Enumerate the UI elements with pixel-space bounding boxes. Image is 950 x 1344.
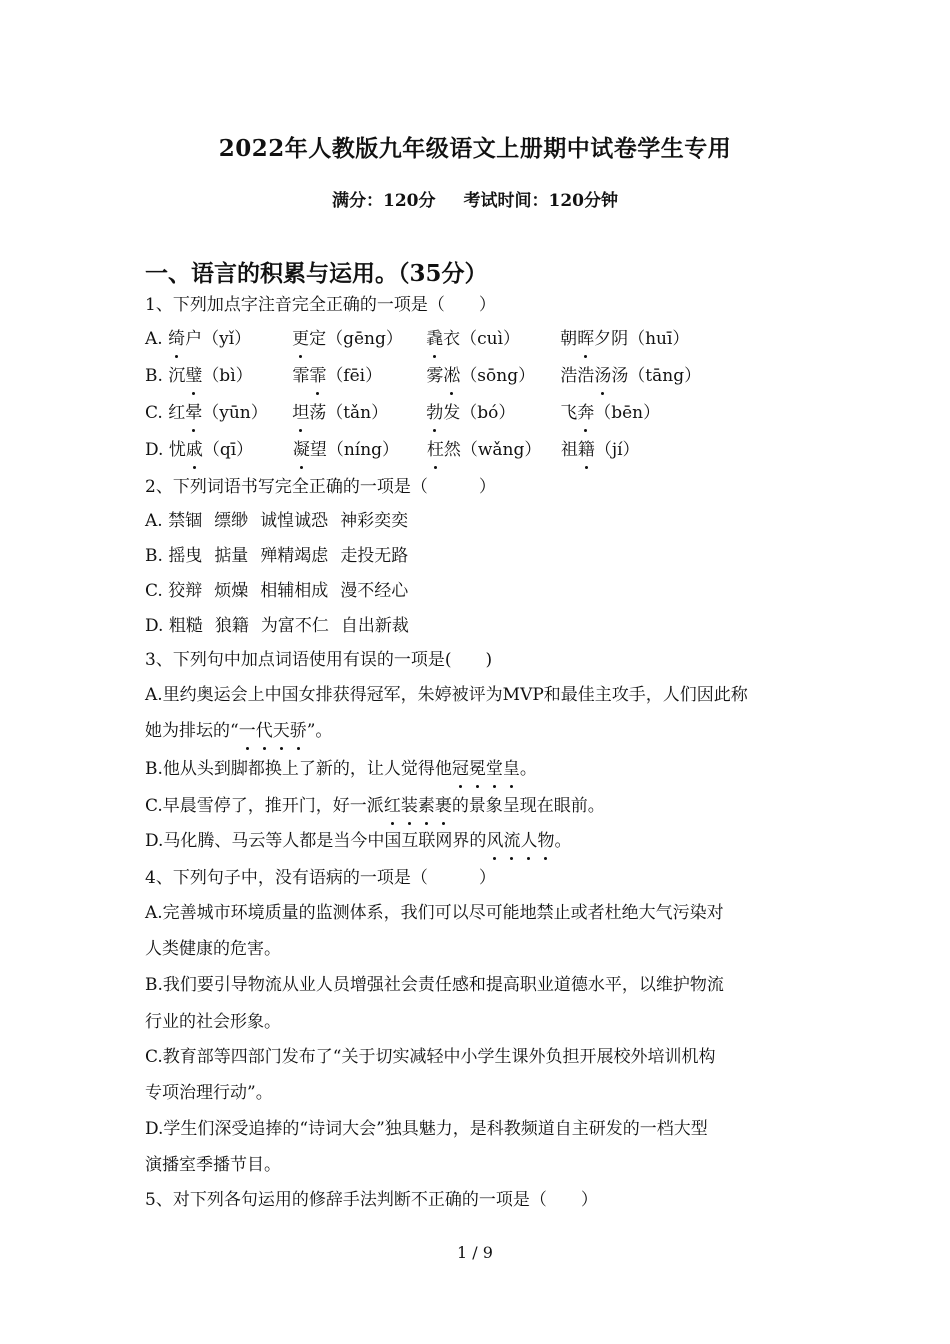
question-4-stem: 4、下列句子中，没有语病的一项是（ ） [145, 868, 496, 888]
q1-d-item-4: 祖籍（jí） [560, 440, 640, 460]
q1-d-item-3: 枉然（wǎng） [426, 440, 542, 460]
q2-option-d: D. 粗糙 狼籍 为富不仁 自出新裁 [145, 616, 409, 636]
q4-option-d-line2: 演播室季播节目。 [145, 1155, 281, 1175]
q4-option-a-line2: 人类健康的危害。 [145, 939, 281, 959]
q1-a-item-3: 毳衣（cuì） [426, 329, 521, 349]
q3-option-a-line1: A.里约奥运会上中国女排获得冠军，朱婷被评为MVP和最佳主攻手，人们因此称 [145, 685, 748, 705]
full-score: 满分：120分 [332, 191, 436, 211]
q3-option-b: B.他从头到脚都换上了新的，让人觉得他冠冕堂皇。 [145, 759, 537, 779]
q4-option-a-line1: A.完善城市环境质量的监测体系，我们可以尽可能地禁止或者杜绝大气污染对 [145, 903, 724, 923]
question-3-stem: 3、下列句中加点词语使用有误的一项是( ) [145, 650, 493, 670]
question-2-stem: 2、下列词语书写完全正确的一项是（ ） [145, 477, 496, 497]
q1-a-item-1: 绮户（yǐ） [168, 329, 252, 349]
q2-option-a: A. 禁锢 缥缈 诚惶诚恐 神彩奕奕 [145, 511, 409, 531]
q3-option-d: D.马化腾、马云等人都是当今中国互联网界的风流人物。 [145, 831, 572, 851]
q1-option-c: C. 红晕（yūn） 坦荡（tǎn） 勃发（bó） 飞奔（bēn） [145, 403, 661, 423]
q1-b-item-2: 霏霏（fēi） [292, 366, 383, 386]
exam-time: 考试时间：120分钟 [463, 191, 618, 211]
q3-c-dotted: 红装素裹 [383, 796, 452, 816]
q2-option-c: C. 狡辩 烦燥 相辅相成 漫不经心 [145, 581, 409, 601]
q1-b-item-1: 沉璧（bì） [168, 366, 253, 386]
q4-option-b-line2: 行业的社会形象。 [145, 1012, 281, 1032]
q4-option-c-line2: 专项治理行动”。 [145, 1083, 273, 1103]
question-5-stem: 5、对下列各句运用的修辞手法判断不正确的一项是（ ） [145, 1190, 598, 1210]
q4-option-b-line1: B.我们要引导物流从业人员增强社会责任感和提高职业道德水平，以维护物流 [145, 975, 724, 995]
q1-b-item-4: 浩浩汤汤（tāng） [560, 366, 702, 386]
q1-option-d: D. 忧戚（qī） 凝望（níng） 枉然（wǎng） 祖籍（jí） [145, 440, 640, 460]
q3-b-dotted: 冠冕堂皇 [451, 759, 520, 779]
q4-option-c-line1: C.教育部等四部门发布了“关于切实减轻中小学生课外负担开展校外培训机构 [145, 1047, 716, 1067]
q1-c-item-1: 红晕（yūn） [168, 403, 268, 423]
q1-option-b: B. 沉璧（bì） 霏霏（fēi） 雾凇（sōng） 浩浩汤汤（tāng） [145, 366, 702, 386]
q3-option-a-line2: 她为排坛的“一代天骄”。 [145, 721, 333, 741]
q1-b-item-3: 雾凇（sōng） [426, 366, 536, 386]
question-1-stem: 1、下列加点字注音完全正确的一项是（ ） [145, 295, 496, 315]
page-number: 1 / 9 [457, 1243, 493, 1262]
q1-c-item-3: 勃发（bó） [426, 403, 516, 423]
exam-info [0, 186, 950, 211]
page-title: 2022年人教版九年级语文上册期中试卷学生专用 [218, 135, 732, 162]
q1-c-item-4: 飞奔（bēn） [560, 403, 661, 423]
q2-option-b: B. 摇曳 掂量 殚精竭虑 走投无路 [145, 546, 409, 566]
q1-a-item-2: 更定（gēng） [292, 329, 403, 349]
section-heading: 一、语言的积累与运用。（35分） [145, 260, 488, 287]
q3-a-dotted: 一代天骄 [238, 721, 307, 741]
q1-d-item-2: 凝望（níng） [292, 440, 400, 460]
q4-option-d-line1: D.学生们深受追捧的“诗词大会”独具魅力，是科教频道自主研发的一档大型 [145, 1119, 708, 1139]
q1-a-item-4: 朝晖夕阴（huī） [560, 329, 690, 349]
q1-d-item-1: 忧戚（qī） [168, 440, 254, 460]
q3-d-dotted: 风流人物 [486, 831, 555, 851]
q3-option-c: C.早晨雪停了，推开门，好一派红装素裹的景象呈现在眼前。 [145, 796, 605, 816]
q1-c-item-2: 坦荡（tǎn） [292, 403, 389, 423]
q1-option-a: A. 绮户（yǐ） 更定（gēng） 毳衣（cuì） 朝晖夕阴（huī） [145, 329, 690, 349]
